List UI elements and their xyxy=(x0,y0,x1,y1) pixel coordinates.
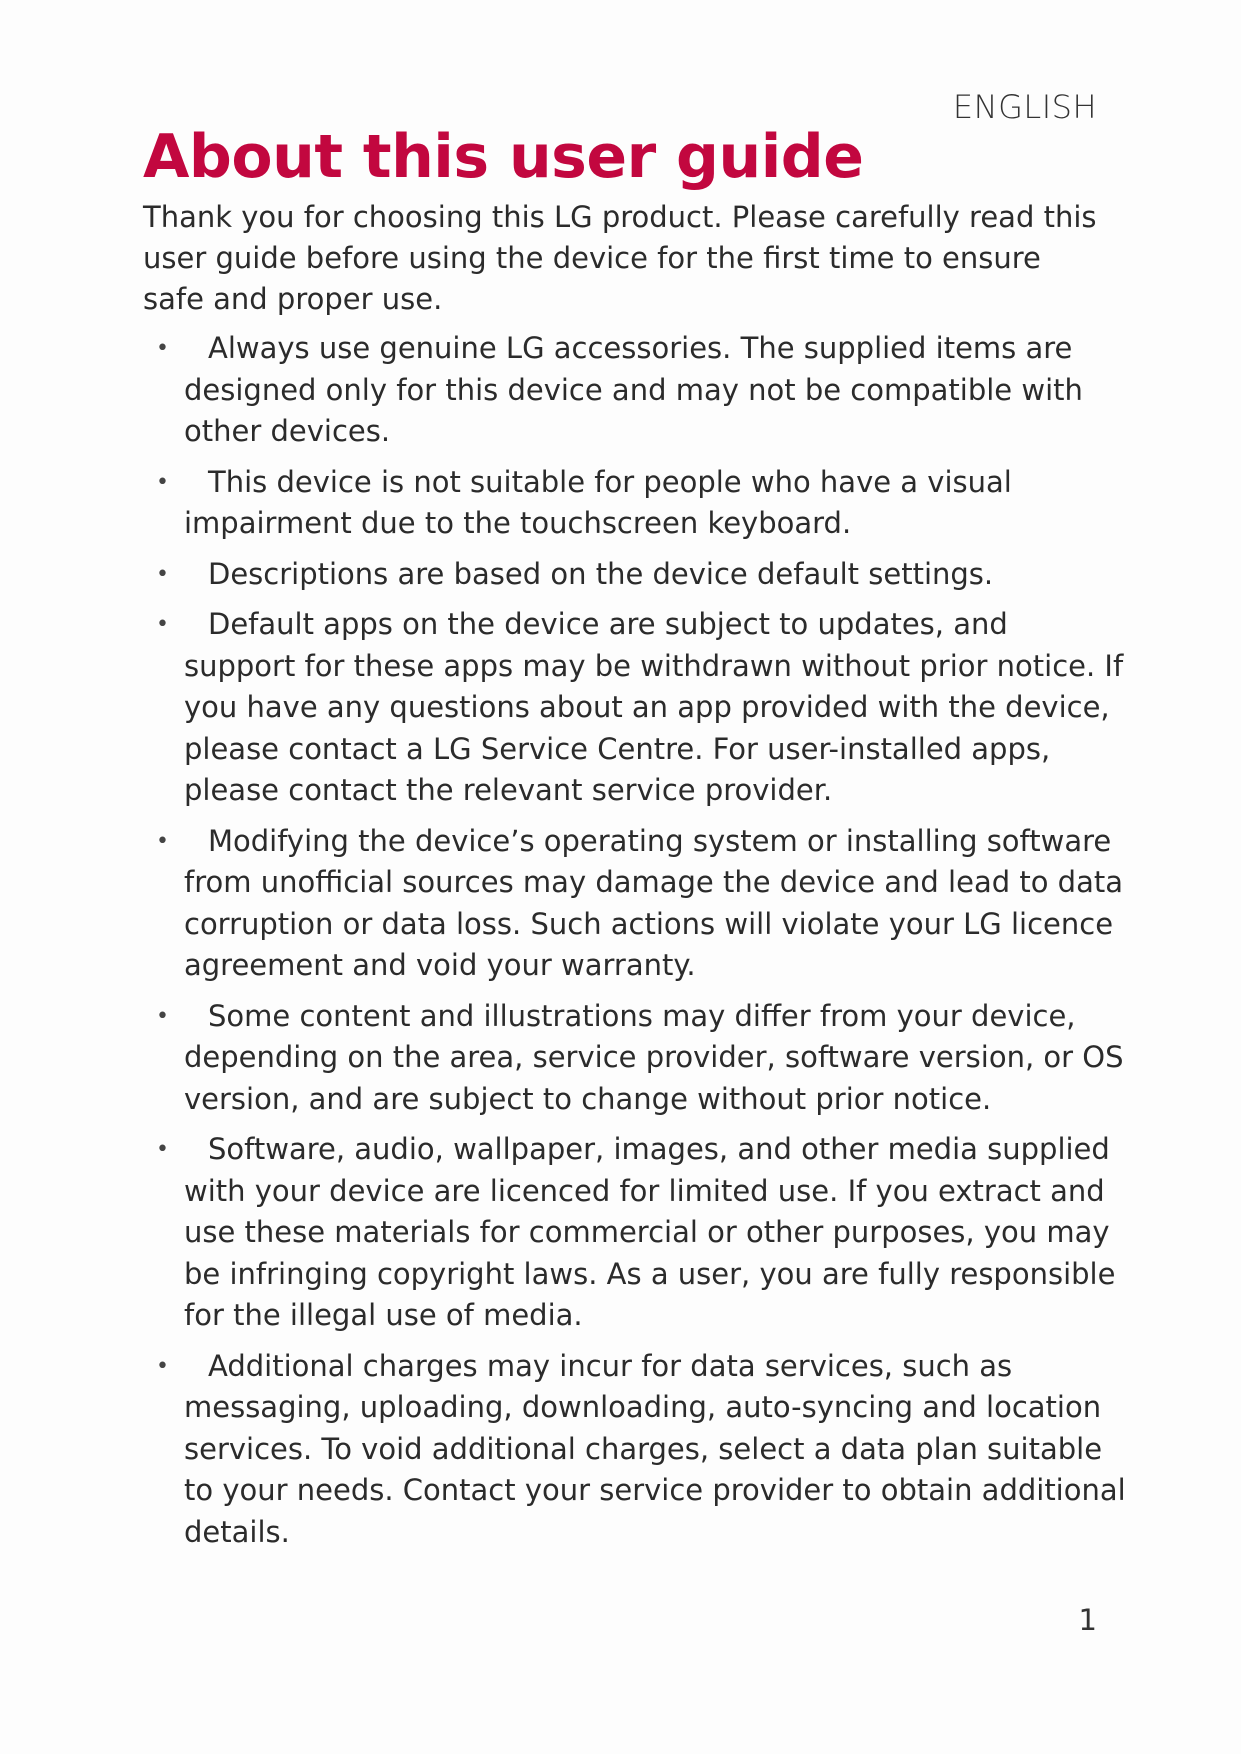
bullet-list xyxy=(143,328,1128,1562)
bullet-text: Modifying the device’s operating system or installing software from unofficial sources may damage the device and lead to data corruption or data loss. Such actions will violate your LG licence agreement and void your warranty. xyxy=(184,823,1124,982)
bullet-text: Descriptions are based on the device default settings. xyxy=(208,556,994,591)
bullet-item-modifying-os xyxy=(143,821,1128,987)
bullet-text: This device is not suitable for people who have a visual impairment due to the touchscreen keyboard. xyxy=(184,464,1012,540)
bullet-icon: • xyxy=(156,828,169,854)
bullet-item-genuine-accessories xyxy=(143,328,1128,453)
language-label: ENGLISH xyxy=(952,88,1097,126)
bullet-icon: • xyxy=(156,612,169,637)
bullet-item-default-settings xyxy=(143,554,1128,596)
bullet-icon: • xyxy=(156,1003,169,1029)
bullet-item-additional-charges xyxy=(143,1346,1128,1554)
bullet-item-content-differ xyxy=(143,996,1128,1121)
bullet-item-media-licence xyxy=(143,1129,1128,1337)
bullet-item-default-apps xyxy=(143,604,1128,812)
intro-paragraph: Thank you for choosing this LG product. Please carefully read this user guide before using the device for the first time to ensure safe and proper use. xyxy=(143,200,1097,316)
bullet-text: Additional charges may incur for data services, such as messaging, uploading, downloading, auto-syncing and location services. To void additional charges, select a data plan suitable to your needs. Contact your service provider to obtain additional details. xyxy=(184,1348,1126,1549)
page-number: 1 xyxy=(1078,1603,1097,1637)
bullet-icon: • xyxy=(156,1353,169,1379)
bullet-text: Software, audio, wallpaper, images, and other media supplied with your device are licenced for limited use. If you extract and use these materials for commercial or other purposes, you may be infringing copyright laws. As a user, you are fully responsible for the illegal use of media. xyxy=(184,1132,1116,1332)
bullet-text: Always use genuine LG accessories. The supplied items are designed only for this device and may not be compatible with other devices. xyxy=(184,331,1083,448)
bullet-text: Default apps on the device are subject to updates, and support for these apps may be withdrawn without prior notice. If you have any questions about an app provided with the device, please contact a LG Service Centre. For user-installed apps, please contact the relevant service provider. xyxy=(184,607,1124,807)
bullet-icon: • xyxy=(156,469,169,495)
bullet-icon: • xyxy=(156,336,169,361)
bullet-text: Some content and illustrations may differ from your device, depending on the area, service provider, software version, or OS version, and are subject to change without prior notice. xyxy=(184,998,1124,1116)
bullet-icon: • xyxy=(156,561,169,587)
bullet-item-visual-impairment xyxy=(143,462,1128,545)
page-title: About this user guide xyxy=(143,122,864,192)
bullet-icon: • xyxy=(156,1137,169,1162)
